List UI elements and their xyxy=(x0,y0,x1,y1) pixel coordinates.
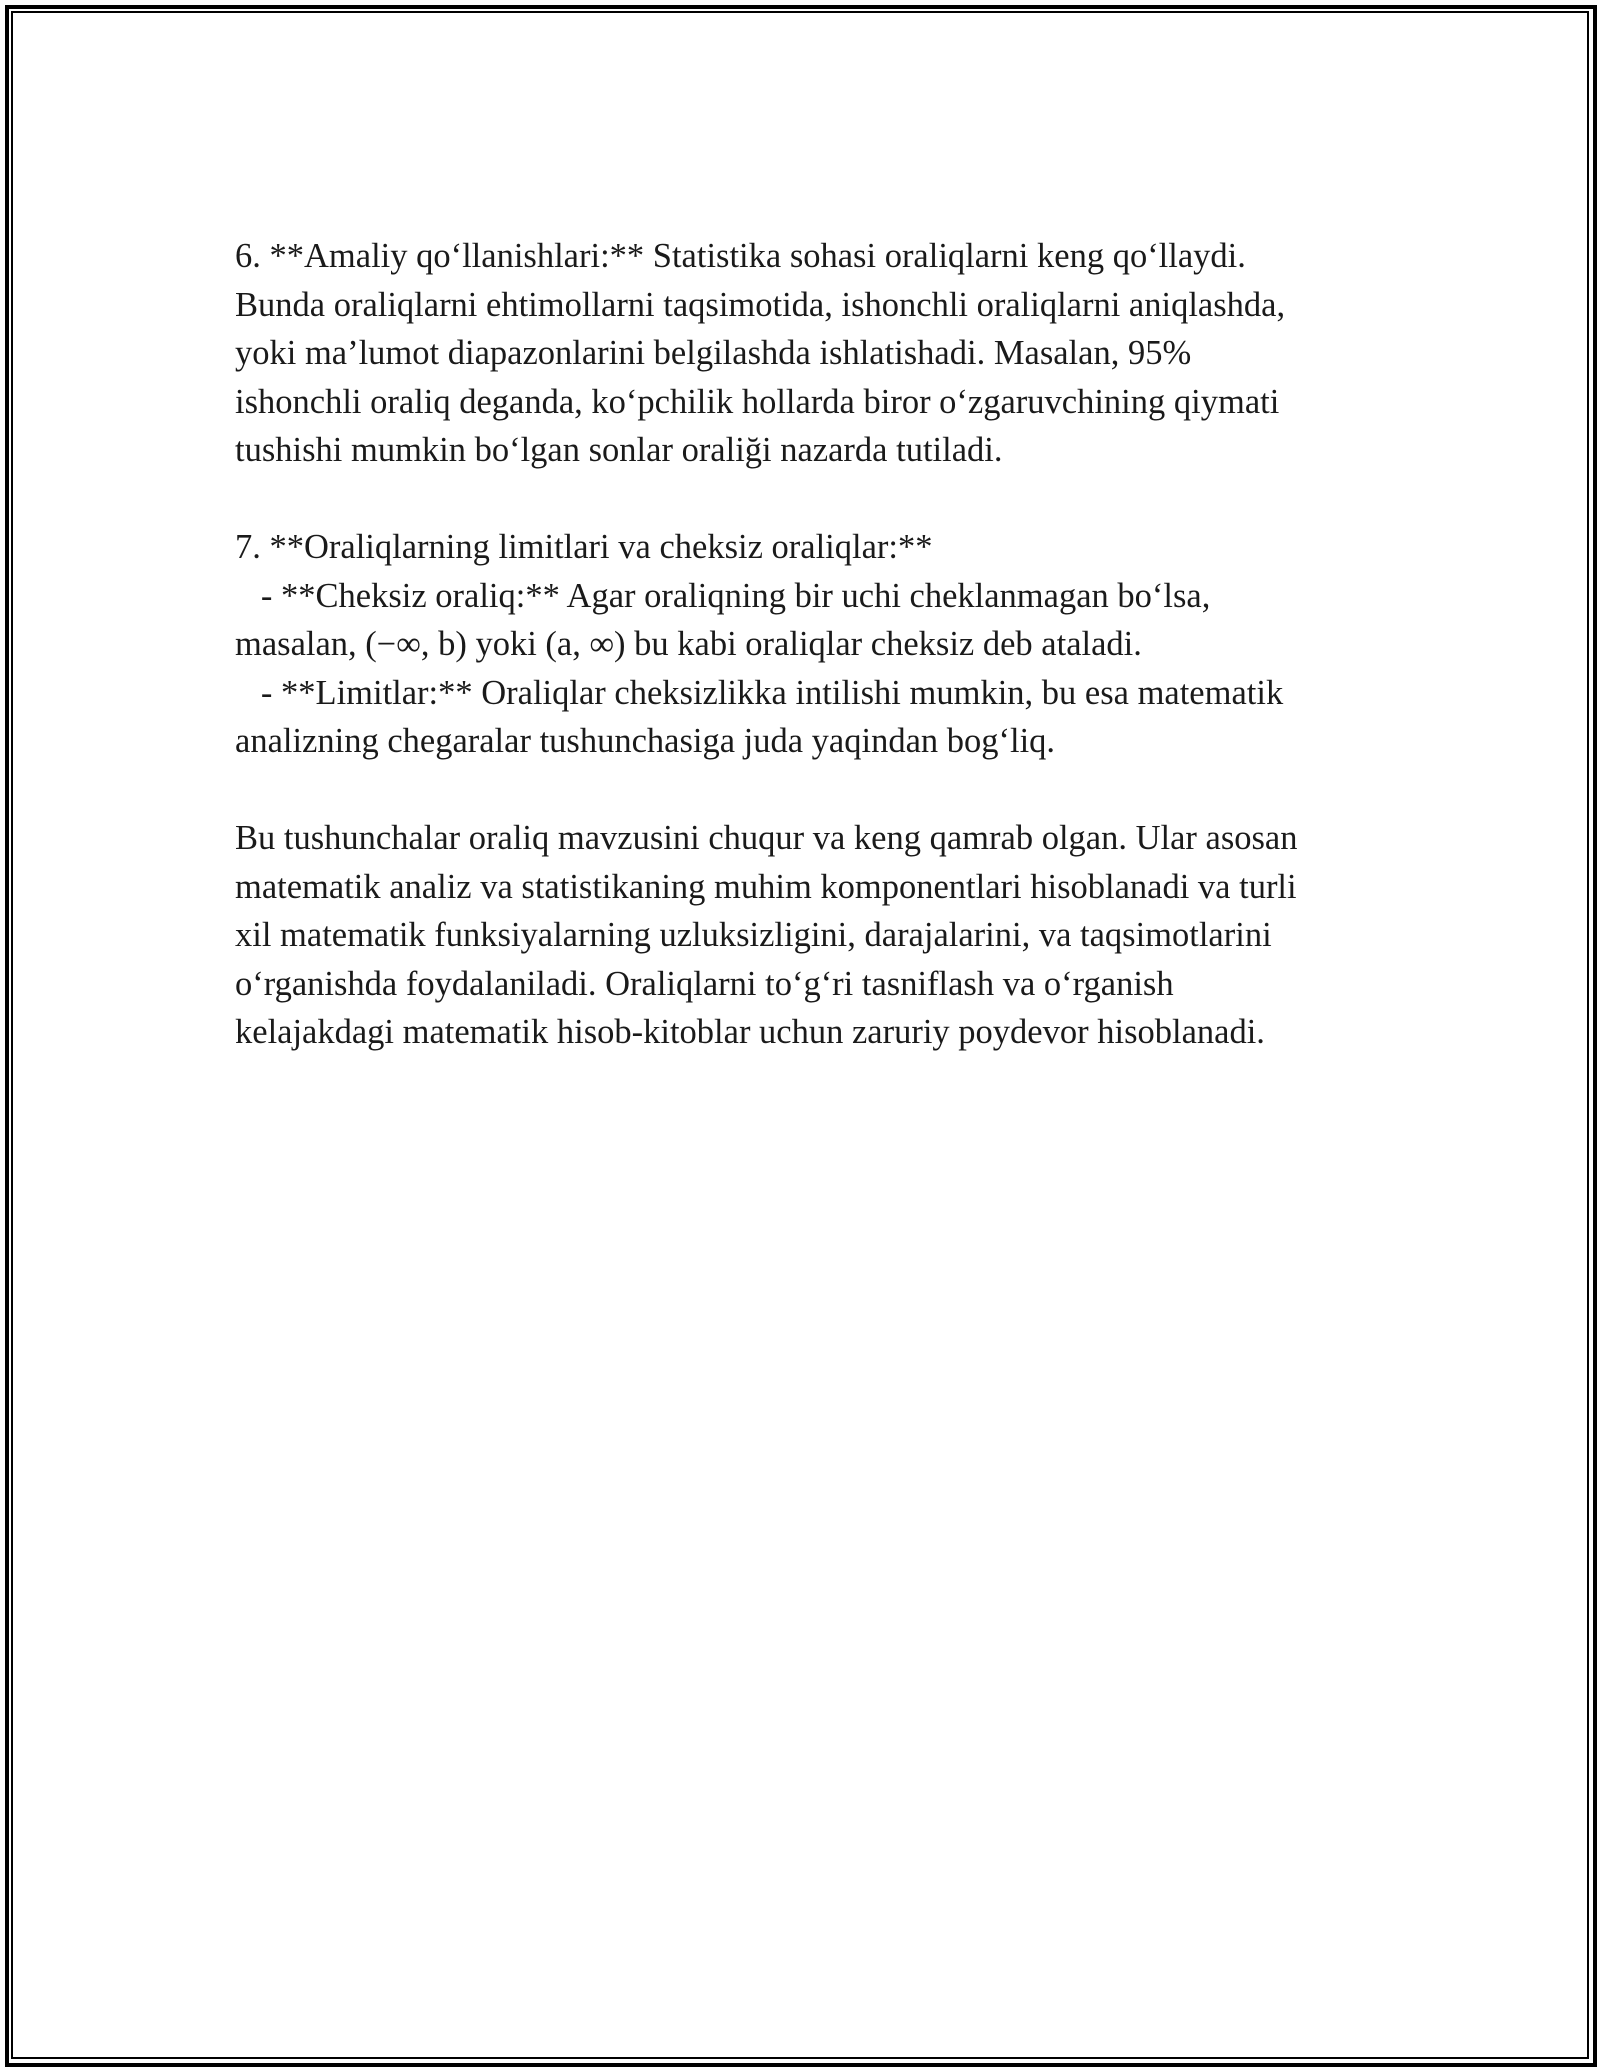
text-line: Bunda oraliqlarni ehtimollarni taqsimotida, ishonchli oraliqlarni aniqlashda, xyxy=(235,285,1286,324)
text-line: ishonchli oraliq deganda, ko‘pchilik hollarda biror o‘zgaruvchining qiymati xyxy=(235,382,1280,421)
paragraph-conclusion xyxy=(235,814,1385,1057)
text-line: - **Cheksiz oraliq:** Agar oraliqning bir uchi cheklanmagan bo‘lsa, xyxy=(235,576,1211,615)
text-line: o‘rganishda foydalaniladi. Oraliqlarni to‘g‘ri tasniflash va o‘rganish xyxy=(235,964,1174,1003)
paragraph-applications xyxy=(235,232,1385,475)
text-line: - **Limitlar:** Oraliqlar cheksizlikka intilishi mumkin, bu esa matematik xyxy=(235,673,1284,712)
text-line: analizning chegaralar tushunchasiga juda yaqindan bog‘liq. xyxy=(235,722,1056,760)
text-line: matematik analiz va statistikaning muhim komponentlari hisoblanadi va turli xyxy=(235,867,1297,906)
text-line: xil matematik funksiyalarning uzluksizligini, darajalarini, va taqsimotlarini xyxy=(235,916,1272,954)
text-line: tushishi mumkin bo‘lgan sonlar oraliği nazarda tutiladi. xyxy=(235,431,1003,469)
text-line: masalan, (−∞, b) yoki (a, ∞) bu kabi oraliqlar cheksiz deb ataladi. xyxy=(235,625,1142,663)
text-line: kelajakdagi matematik hisob-kitoblar uchun zaruriy poydevor hisoblanadi. xyxy=(235,1013,1265,1051)
text-line: Bu tushunchalar oraliq mavzusini chuqur va keng qamrab olgan. Ular asosan xyxy=(235,819,1298,857)
text-line: 6. **Amaliy qo‘llanishlari:** Statistika sohasi oraliqlarni keng qo‘llaydi. xyxy=(235,237,1246,275)
text-line: 7. **Oraliqlarning limitlari va cheksiz oraliqlar:** xyxy=(235,528,933,566)
text-line: yoki ma’lumot diapazonlarini belgilashda ishlatishadi. Masalan, 95% xyxy=(235,334,1192,372)
paragraph-limits-infinite xyxy=(235,523,1385,766)
document-body xyxy=(235,232,1385,1105)
